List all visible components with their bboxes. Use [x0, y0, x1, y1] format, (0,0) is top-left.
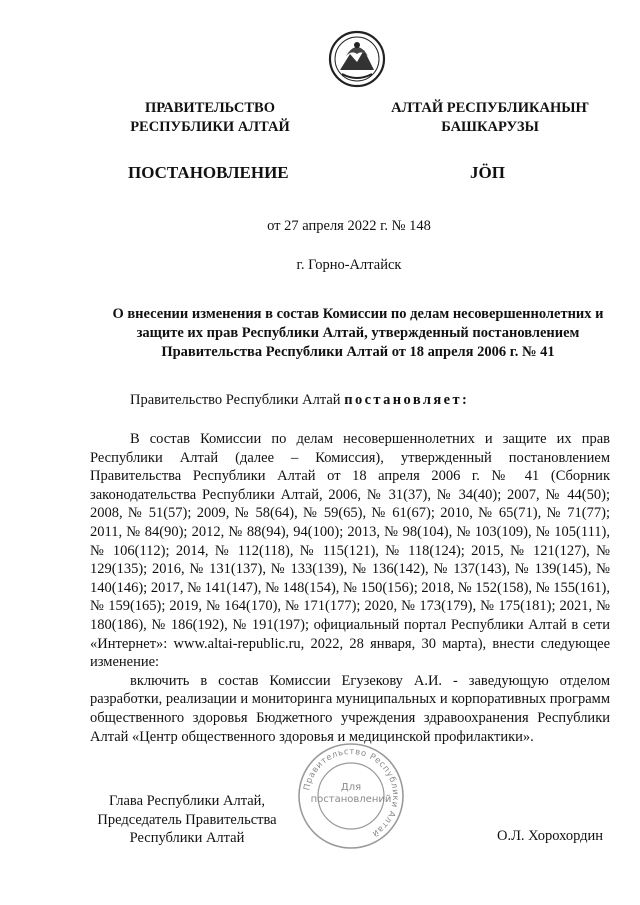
signatory-title-line3: Республики Алтай [129, 830, 245, 847]
header-left-line1: ПРАВИТЕЛЬСТВО [145, 100, 275, 116]
intro-prefix: Правительство Республики Алтай [130, 392, 345, 408]
body-paragraph-1: В состав Комиссии по делам несовершеннолетних и защите их прав Республики Алтай (далее – Комиссия), утвержденный постановлением Правительства Республики Алтай от 18 апреля 2006 г. № 41 (Сборник законодательства Республики Алтай, 2006, № 31(37), № 34(40); 2007, № 44(50); 2008, № 51(57); 2009, № 58(64), № 59(65), № 61(67); 2010, № 65(71), № 71(77); 2011, № 84(90); 2012, № 88(94), 94(100); 2013, № 98(104), № 103(109), № 105(111), № 106(112); 2014, № 112(118), № 115(121), № 118(124); 2015, № 121(127), № 129(135); 2016, № 131(137), № 133(139), № 136(142), № 137(143), № 139(145), № 140(146); 2017, № 141(147), № 148(154), № 150(156); 2018, № 152(158), № 155(161), № 159(165); 2019, № 164(170), № 171(177); 2020, № 173(179), № 175(181); 2021, № 180(186), № 186(192), № 191(197); официальный портал Республики Алтай в сети «Интернет»: www.altai-republic.ru, 2022, 28 января, 30 марта), внести следующее изменение: [90, 431, 610, 671]
stamp-center-line1: Для [340, 782, 362, 793]
stamp-center-text [297, 782, 405, 806]
intro-verb: постановляет: [344, 392, 470, 408]
resolution-intro [130, 392, 469, 409]
stamp-center-line2: постановлений [310, 794, 392, 805]
republic-altai-emblem-icon [328, 30, 386, 88]
document-body [90, 430, 610, 746]
body-paragraph-2: включить в состав Комиссии Егузекову А.И. - заведующую отделом разработки, реализации и мониторинга муниципальных и корпоративных программ общественного здоровья Бюджетного учреждения здравоохранения Республики Алтай «Центр общественного здоровья и медицинской профилактики». [90, 672, 611, 745]
document-title: О внесении изменения в состав Комиссии по делам несовершеннолетних и защите их прав Республики Алтай, утвержденный постановлением Правительства Республики Алтай от 18 апреля 2006 г. № 41 [112, 306, 604, 360]
header-left-line2: РЕСПУБЛИКИ АЛТАЙ [130, 119, 290, 135]
header-right-line2: БАШКАРУЗЫ [441, 119, 539, 135]
stamp-ring-text: Правительство Республики Алтай [302, 746, 401, 839]
signatory-title-line1: Глава Республики Алтай, [108, 793, 266, 809]
header-right-line1: АЛТАЙ РЕСПУБЛИКАНЫҤ [391, 100, 589, 116]
signatory-title-line2: Председатель Правительства [97, 811, 277, 828]
document-date-number: от 27 апреля 2022 г. № 148 [267, 218, 431, 234]
doc-type-alt: JӦП [470, 163, 505, 182]
signatory-title [92, 792, 282, 848]
document-city: г. Горно-Алтайск [296, 257, 402, 273]
doc-type-ru: ПОСТАНОВЛЕНИЕ [128, 163, 289, 182]
header-government-alt [375, 99, 605, 137]
signatory-name: О.Л. Хорохордин [497, 828, 604, 844]
header-government-ru [95, 99, 325, 137]
